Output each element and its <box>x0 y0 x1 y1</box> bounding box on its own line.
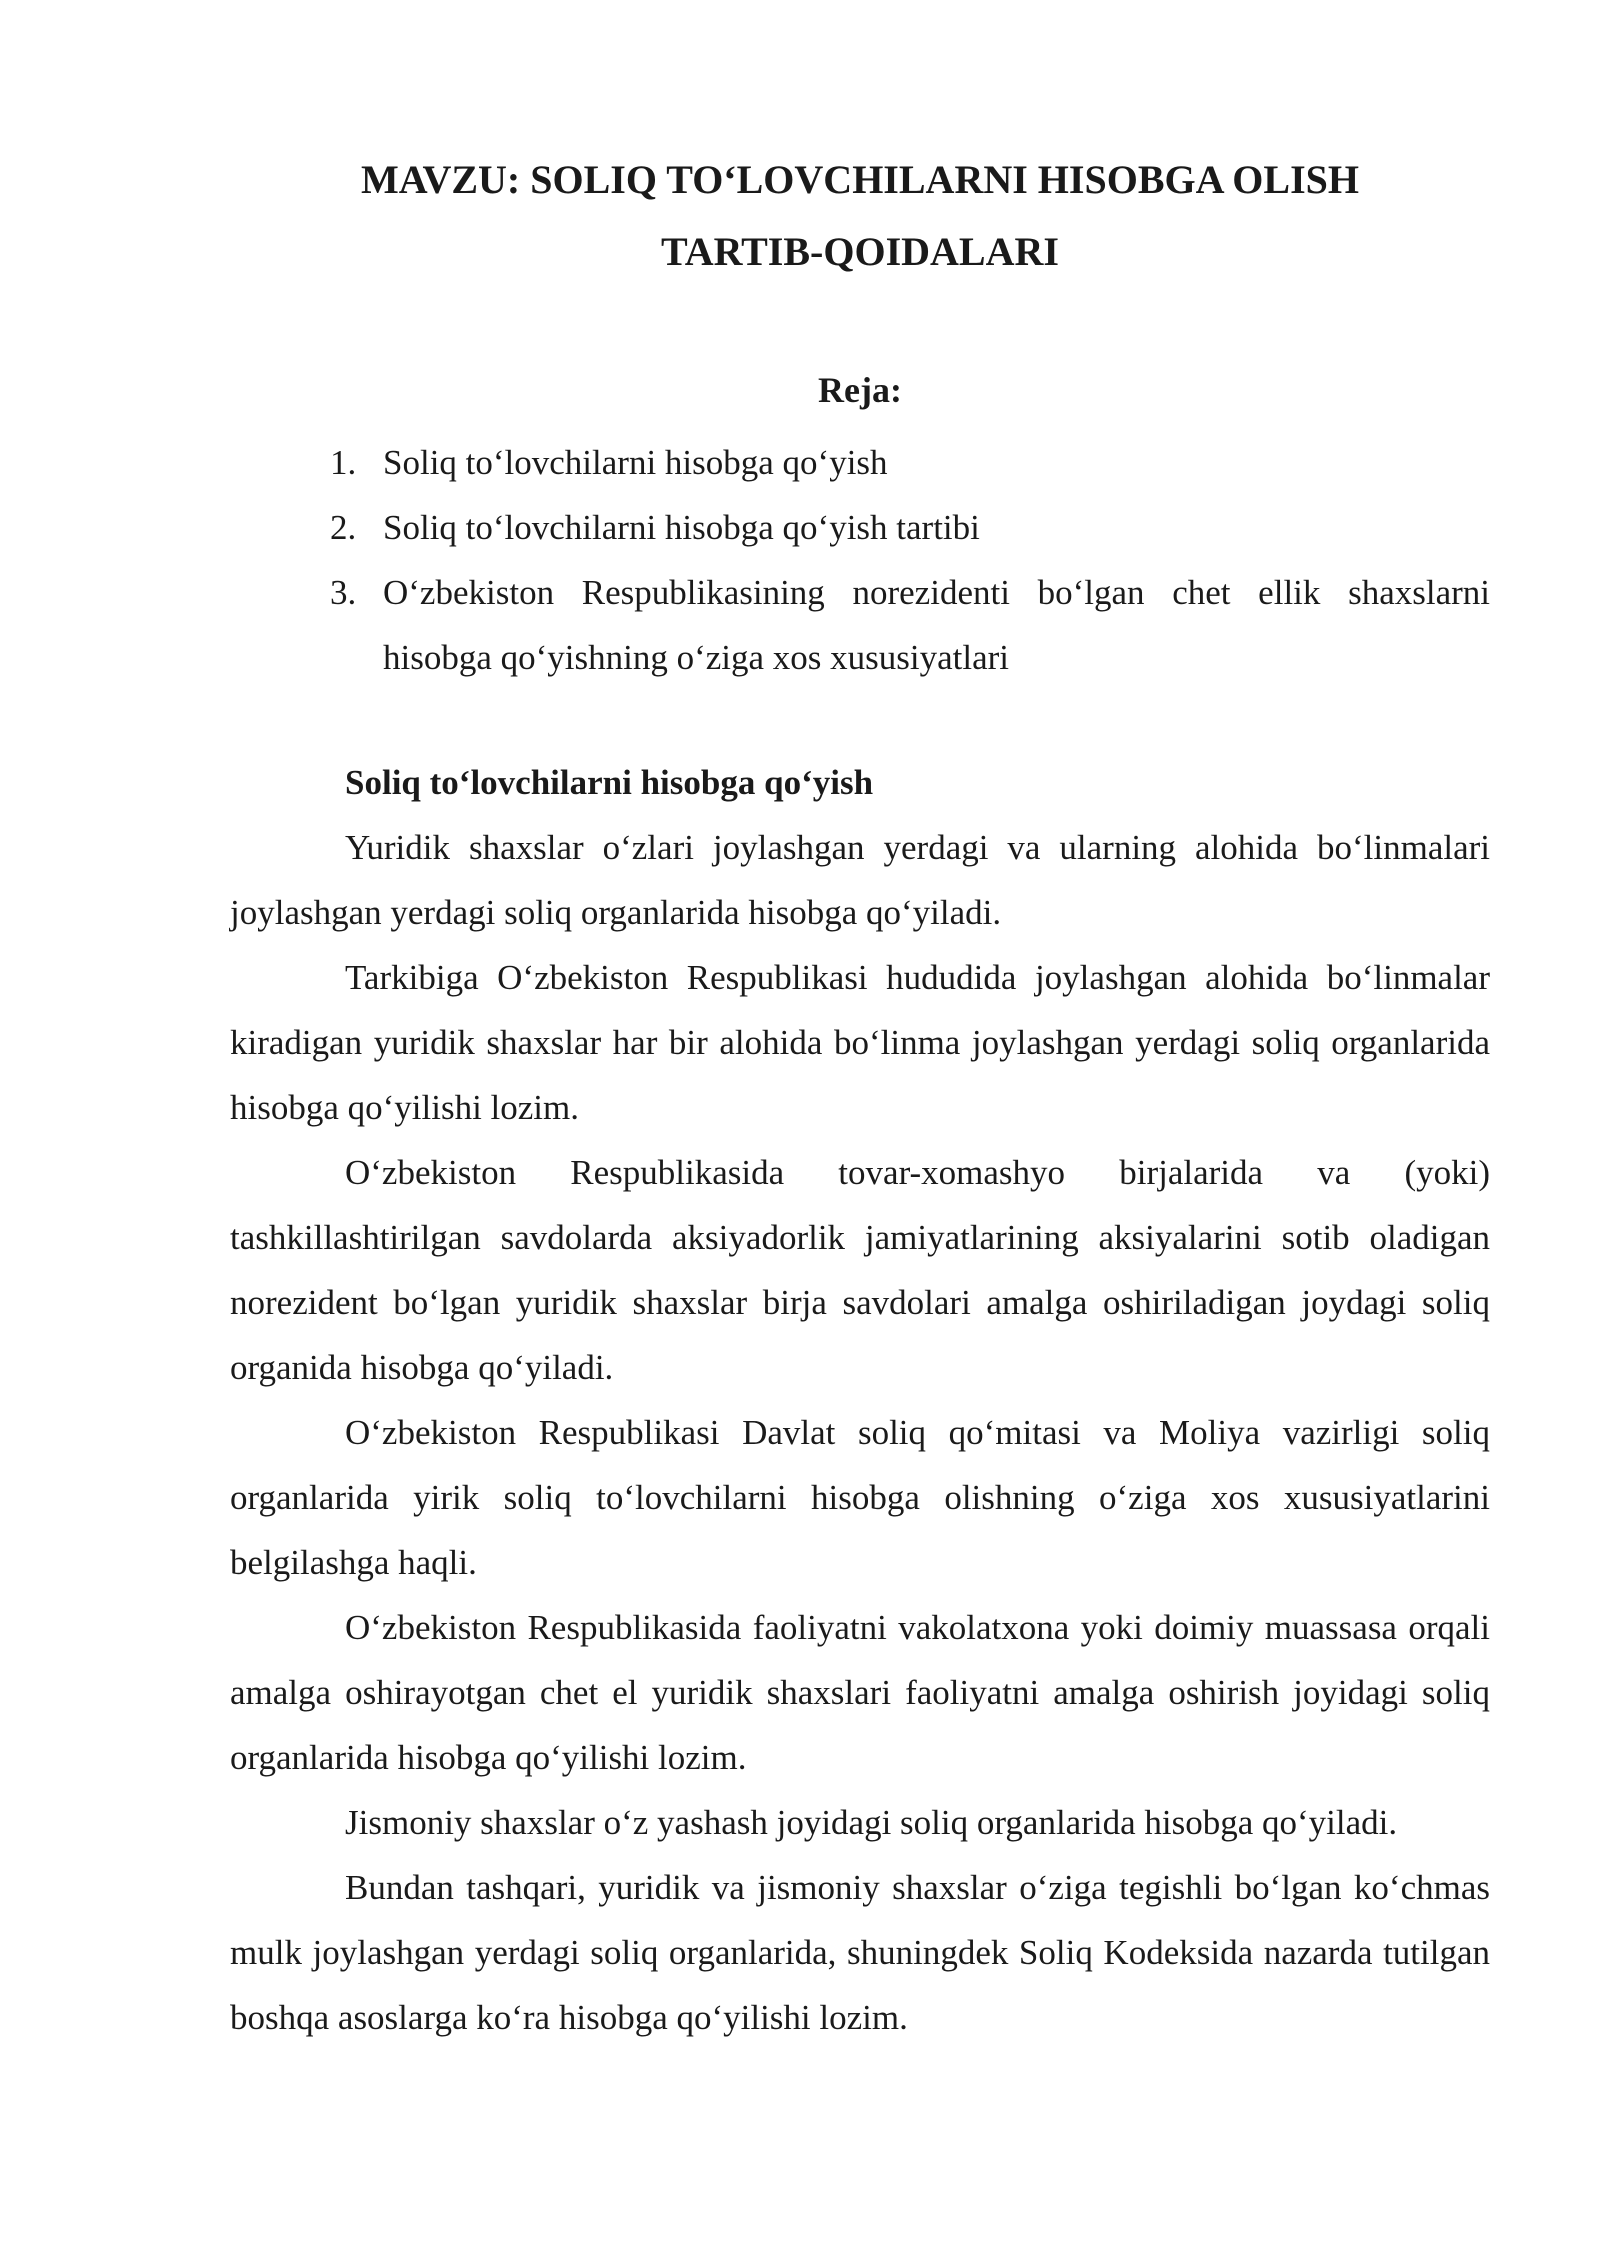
plan-item-number: 1. <box>330 443 357 482</box>
body-paragraph: Tarkibiga O‘zbekiston Respublikasi hududida joylashgan alohida bo‘linmalar kiradigan yuridik shaxslar har bir alohida bo‘linma joylashgan yerdagi soliq organlarida hisobga qo‘yilishi lozim. <box>230 958 1490 1127</box>
plan-item <box>330 430 1490 495</box>
body-paragraph: O‘zbekiston Respublikasida faoliyatni vakolatxona yoki doimiy muassasa orqali amalga oshirayotgan chet el yuridik shaxslari faoliyatni amalga oshirish joyidagi soliq organlarida hisobga qo‘yilishi lozim. <box>230 1608 1490 1777</box>
plan-item <box>330 560 1490 690</box>
page-title-line-1: MAVZU: SOLIQ TO‘LOVCHILARNI HISOBGA OLISH <box>360 157 1360 202</box>
body-paragraph: Jismoniy shaxslar o‘z yashash joyidagi soliq organlarida hisobga qo‘yiladi. <box>345 1803 1398 1842</box>
plan-item-number: 3. <box>330 573 357 612</box>
body-paragraph: Bundan tashqari, yuridik va jismoniy shaxslar o‘ziga tegishli bo‘lgan ko‘chmas mulk joylashgan yerdagi soliq organlarida, shuningdek Soliq Kodeksida nazarda tutilgan boshqa asoslarga ko‘ra hisobga qo‘yilishi lozim. <box>230 1868 1490 2037</box>
body-paragraph: O‘zbekiston Respublikasida tovar-xomashyo birjalarida va (yoki) tashkillashtirilgan savdolarda aksiyadorlik jamiyatlarining aksiyalarini sotib oladigan norezident bo‘lgan yuridik shaxslar birja savdolari amalga oshiriladigan joydagi soliq organida hisobga qo‘yiladi. <box>230 1153 1490 1387</box>
plan-item-text: Soliq to‘lovchilarni hisobga qo‘yish tartibi <box>383 508 980 547</box>
body-paragraph: Yuridik shaxslar o‘zlari joylashgan yerdagi va ularning alohida bo‘linmalari joylashgan yerdagi soliq organlarida hisobga qo‘yiladi. <box>230 828 1490 932</box>
page-title-line-2: TARTIB-QOIDALARI <box>661 229 1059 274</box>
plan-item <box>330 495 1490 560</box>
plan-item-number: 2. <box>330 508 357 547</box>
plan-heading: Reja: <box>818 370 902 410</box>
plan-item-text: Soliq to‘lovchilarni hisobga qo‘yish <box>383 443 888 482</box>
plan-item-text: O‘zbekiston Respublikasining norezidenti bo‘lgan chet ellik shaxslarni hisobga qo‘yishning o‘ziga xos xususiyatlari <box>383 573 1490 677</box>
body-paragraph: O‘zbekiston Respublikasi Davlat soliq qo‘mitasi va Moliya vazirligi soliq organlarida yirik soliq to‘lovchilarni hisobga olishning o‘ziga xos xususiyatlarini belgilashga haqli. <box>230 1413 1490 1582</box>
document-body <box>230 750 1490 2050</box>
plan-list <box>330 430 1490 690</box>
section-heading: Soliq to‘lovchilarni hisobga qo‘yish <box>345 763 874 802</box>
